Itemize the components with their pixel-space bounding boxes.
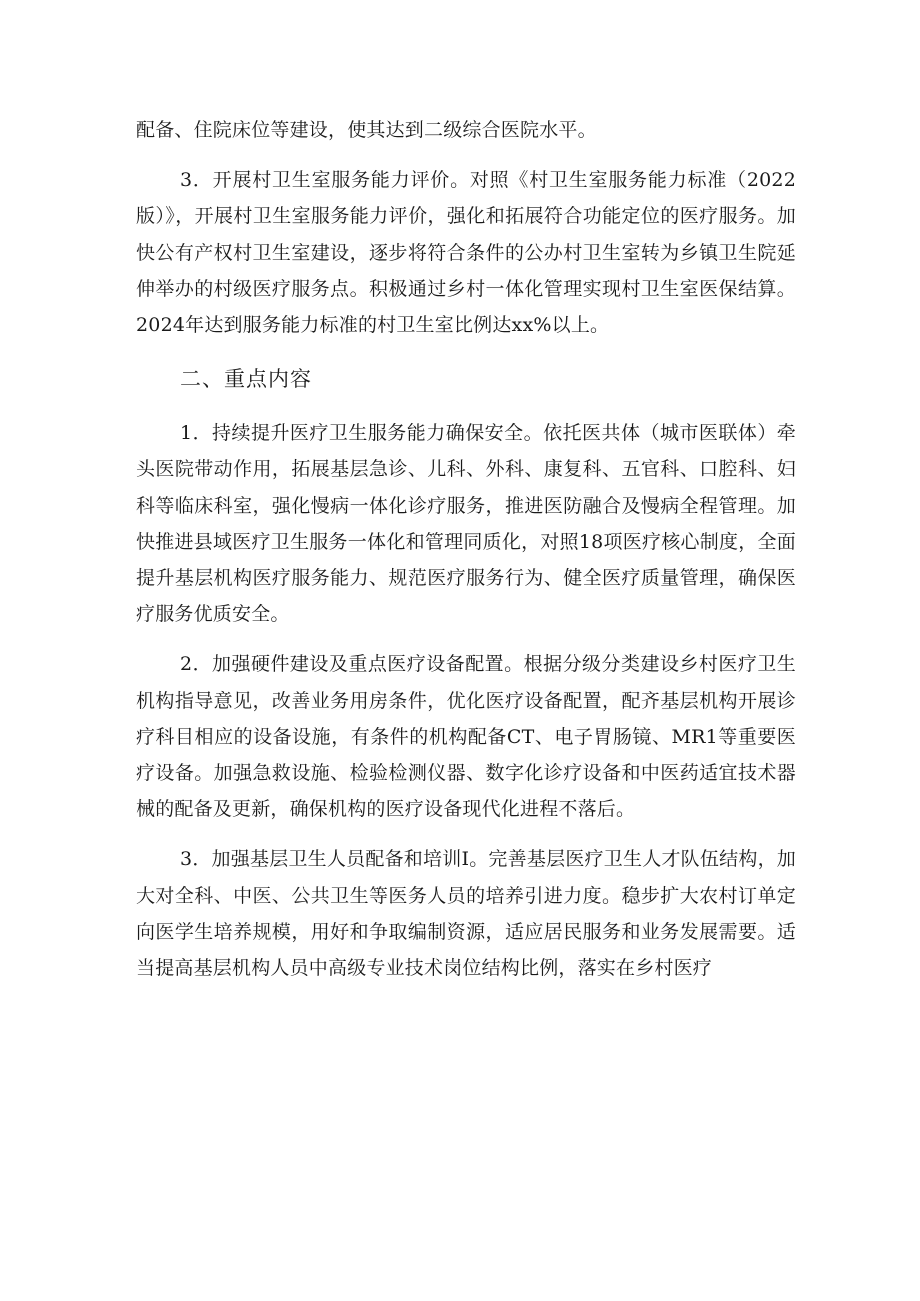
paragraph-continued: 配备、住院床位等建设，使其达到二级综合医院水平。 [136,119,597,141]
paragraph-gap [136,148,796,162]
paragraph-item-3-village-clinic: 3．开展村卫生室服务能力评价。对照《村卫生室服务能力标准（2022版）》，开展村卫生室服务能力评价，强化和拓展符合功能定位的医疗服务。加快公有产权村卫生室建设，逐步将符合条件的公办村卫生室转为乡镇卫生院延伸举办的村级医疗服务点。积极通过乡村一体化管理实现村卫生室医保结算。2024年达到服务能力标准的村卫生室比例达xx%以上。 [136,169,796,337]
document-body [136,112,796,986]
paragraph-item-1-service-capacity: 1．持续提升医疗卫生服务能力确保安全。依托医共体（城市医联体）牵头医院带动作用，拓展基层急诊、儿科、外科、康复科、五官科、口腔科、妇科等临床科室，强化慢病一体化诊疗服务，推进医防融合及慢病全程管理。加快推进县域医疗卫生服务一体化和管理同质化，对照18项医疗核心制度，全面提升基层机构医疗服务能力、规范医疗服务行为、健全医疗质量管理，确保医疗服务优质安全。 [136,422,796,626]
paragraph-gap [136,827,796,841]
paragraph-gap [136,632,796,646]
section-heading: 二、重点内容 [180,367,312,392]
paragraph-item-3-staffing: 3．加强基层卫生人员配备和培训I。完善基层医疗卫生人才队伍结构，加大对全科、中医、公共卫生等医务人员的培养引进力度。稳步扩大农村订单定向医学生培养规模，用好和争取编制资源，适应居民服务和业务发展需要。适当提高基层机构人员中高级专业技术岗位结构比例，落实在乡村医疗 [136,848,796,980]
paragraph-item-2-hardware: 2．加强硬件建设及重点医疗设备配置。根据分级分类建设乡村医疗卫生机构指导意见，改善业务用房条件，优化医疗设备配置，配齐基层机构开展诊疗科目相应的设备设施，有条件的机构配备CT、电子胃肠镜、MR1等重要医疗设备。加强急救设施、检验检测仪器、数字化诊疗设备和中医药适宜技术器械的配备及更新，确保机构的医疗设备现代化进程不落后。 [136,653,796,821]
paragraph-gap [136,343,796,357]
paragraph-gap [136,401,796,415]
